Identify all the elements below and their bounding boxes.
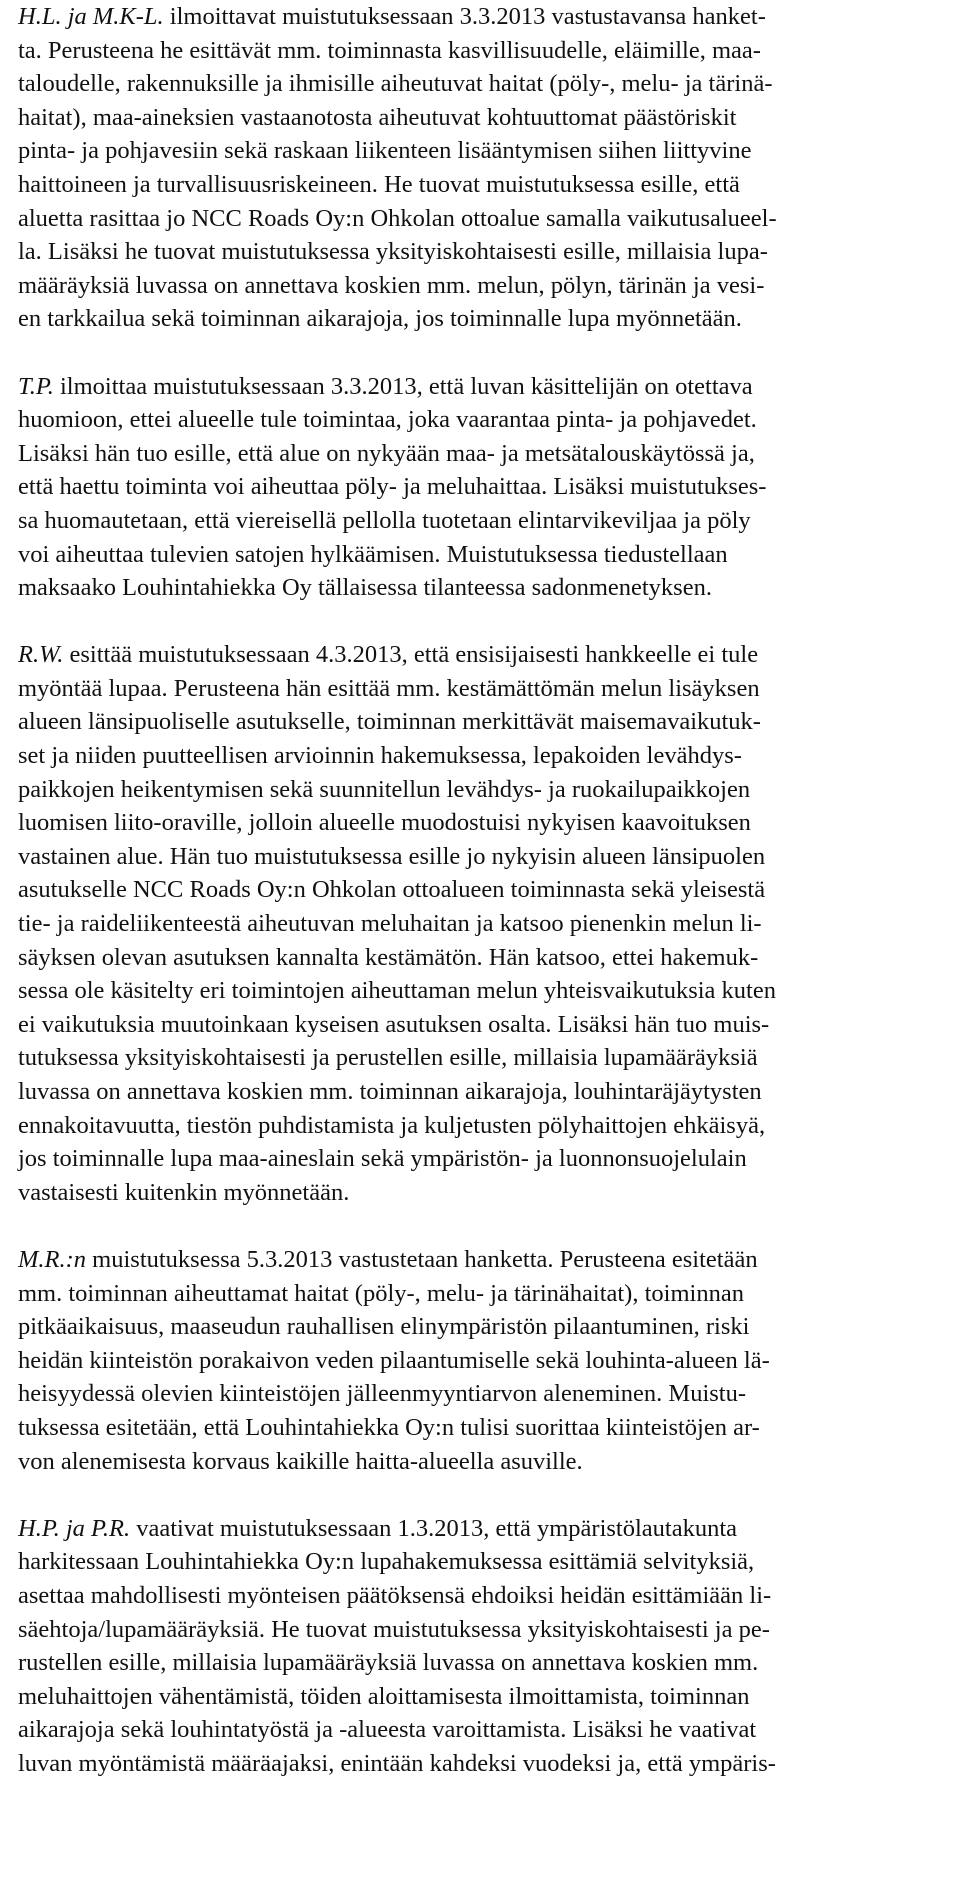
line-text: sessa ole käsitelty eri toimintojen aiheuttaman melun yhteisvaikutuksia kuten [18, 977, 776, 1005]
line-text: vaativat muistutuksessaan 1.3.2013, että ympäristölautakunta [130, 1514, 738, 1542]
paragraph [18, 638, 948, 1209]
text-line [18, 1445, 948, 1479]
text-line [18, 67, 948, 101]
line-text: heisyydessä olevien kiinteistöjen jälleenmyyntiarvon aleneminen. Muistu- [18, 1380, 747, 1408]
text-line [18, 1075, 948, 1109]
line-text: maksaako Louhintahiekka Oy tällaisessa tilanteessa sadonmenetyksen. [18, 574, 712, 602]
line-text: haittoineen ja turvallisuusriskeineen. He tuovat muistutuksessa esille, että [18, 170, 740, 198]
text-line [18, 1579, 948, 1613]
text-line [18, 571, 948, 605]
text-line [18, 134, 948, 168]
text-line [18, 1109, 948, 1143]
line-text: pitkäaikaisuus, maaseudun rauhallisen elinympäristön pilaantuminen, riski [18, 1313, 750, 1341]
line-text: set ja niiden puutteellisen arvioinnin hakemuksessa, lepakoiden levähdys- [18, 742, 742, 770]
paragraph [18, 1512, 948, 1781]
text-line [18, 1613, 948, 1647]
text-line [18, 1747, 948, 1781]
text-line [18, 806, 948, 840]
line-text: luvassa on annettava koskien mm. toiminnan aikarajoja, louhintaräjäytysten [18, 1078, 762, 1105]
line-text: ei vaikutuksia muutoinkaan kyseisen asutuksen osalta. Lisäksi hän tuo muis- [18, 1010, 770, 1038]
line-text: harkitessaan Louhintahiekka Oy:n lupahakemuksessa esittämiä selvityksiä, [18, 1548, 755, 1576]
text-line [18, 403, 948, 437]
text-line [18, 638, 948, 672]
paragraph [18, 1243, 948, 1478]
line-text: rustellen esille, millaisia lupamääräyksiä luvassa on annettava koskien mm. [18, 1649, 759, 1677]
text-line [18, 1176, 948, 1210]
text-line [18, 269, 948, 303]
text-line [18, 1344, 948, 1378]
text-line [18, 941, 948, 975]
line-text: jos toiminnalle lupa maa-aineslain sekä ympäristön- ja luonnonsuojelulain [18, 1145, 747, 1173]
text-line [18, 1646, 948, 1680]
text-line [18, 302, 948, 336]
line-text: luomisen liito-oraville, jolloin alueelle muodostuisi nykyisen kaavoituksen [18, 809, 751, 837]
line-text: säyksen olevan asutuksen kannalta kestämätön. Hän katsoo, ettei hakemuk- [18, 943, 759, 971]
line-text: ennakoitavuutta, tiestön puhdistamista ja kuljetusten pölyhaittojen ehkäisyä, [18, 1111, 766, 1139]
text-line [18, 1680, 948, 1714]
text-line [18, 1008, 948, 1042]
line-text: vastaisesti kuitenkin myönnetään. [18, 1178, 350, 1206]
text-line [18, 1277, 948, 1311]
document-page [18, 0, 948, 1814]
paragraph [18, 0, 948, 336]
line-text: en tarkkailua sekä toiminnan aikarajoja, jos toiminnalle lupa myönnetään. [18, 305, 742, 333]
text-line [18, 0, 948, 34]
text-line [18, 705, 948, 739]
line-text: aluetta rasittaa jo NCC Roads Oy:n Ohkolan ottoalue samalla vaikutusalueel- [18, 204, 777, 232]
line-text: ilmoittaa muistutuksessaan 3.3.2013, että luvan käsittelijän on otettava [53, 372, 753, 400]
text-line [18, 504, 948, 538]
text-line [18, 1377, 948, 1411]
line-text: asettaa mahdollisesti myönteisen päätöksensä ehdoiksi heidän esittämiään li- [18, 1581, 772, 1609]
line-text: säehtoja/lupamääräyksiä. He tuovat muistutuksessa yksityiskohtaisesti ja pe- [18, 1615, 770, 1643]
text-line [18, 34, 948, 68]
person-initials: R.W. [18, 641, 64, 669]
line-text: voi aiheuttaa tulevien satojen hylkäämisen. Muistutuksessa tiedustellaan [18, 540, 728, 568]
text-line [18, 739, 948, 773]
text-line [18, 101, 948, 135]
line-text: asutukselle NCC Roads Oy:n Ohkolan ottoalueen toiminnasta sekä yleisestä [18, 876, 766, 904]
text-line [18, 370, 948, 404]
line-text: paikkojen heikentymisen sekä suunnitellun levähdys- ja ruokailupaikkojen [18, 775, 751, 803]
line-text: vastainen alue. Hän tuo muistutuksessa esille jo nykyisin alueen länsipuolen [18, 842, 766, 870]
person-initials: H.P. ja P.R. [18, 1514, 131, 1542]
paragraph [18, 370, 948, 605]
text-line [18, 672, 948, 706]
text-line [18, 907, 948, 941]
line-text: pinta- ja pohjavesiin sekä raskaan liikenteen lisääntymisen siihen liittyvine [18, 137, 752, 165]
text-line [18, 1041, 948, 1075]
line-text: aikarajoja sekä louhintatyöstä ja -alueesta varoittamista. Lisäksi he vaativat [18, 1716, 757, 1744]
line-text: Lisäksi hän tuo esille, että alue on nykyään maa- ja metsätalouskäytössä ja, [18, 439, 755, 467]
text-line [18, 1243, 948, 1277]
line-text: heidän kiinteistön porakaivon veden pilaantumiselle sekä louhinta-alueen lä- [18, 1346, 770, 1374]
line-text: luvan myöntämistä määräajaksi, enintään kahdeksi vuodeksi ja, että ympäris- [18, 1749, 776, 1777]
line-text: tuksessa esitetään, että Louhintahiekka Oy:n tulisi suorittaa kiinteistöjen ar- [18, 1413, 760, 1441]
line-text: haitat), maa-aineksien vastaanotosta aiheutuvat kohtuuttomat päästöriskit [18, 103, 737, 131]
line-text: esittää muistutuksessaan 4.3.2013, että ensisijaisesti hankkeelle ei tule [63, 641, 759, 669]
text-line [18, 437, 948, 471]
text-line [18, 773, 948, 807]
text-line [18, 974, 948, 1008]
person-initials: M.R.:n [18, 1245, 87, 1273]
line-text: huomioon, ettei alueelle tule toimintaa, joka vaarantaa pinta- ja pohjavedet. [18, 406, 757, 434]
text-line [18, 202, 948, 236]
text-line [18, 873, 948, 907]
line-text: ilmoittavat muistutuksessaan 3.3.2013 vastustavansa hanket- [163, 3, 766, 30]
line-text: muistutuksessa 5.3.2013 vastustetaan hanketta. Perusteena esitetään [86, 1245, 758, 1273]
line-text: von alenemisesta korvaus kaikille haitta-alueella asuville. [18, 1447, 583, 1475]
text-line [18, 1713, 948, 1747]
text-line [18, 1411, 948, 1445]
line-text: sa huomautetaan, että viereisellä pellolla tuotetaan elintarvikeviljaa ja pöly [18, 506, 751, 534]
text-line [18, 1545, 948, 1579]
line-text: alueen länsipuoliselle asutukselle, toiminnan merkittävät maisemavaikutuk- [18, 708, 761, 736]
text-line [18, 235, 948, 269]
text-line [18, 538, 948, 572]
line-text: määräyksiä luvassa on annettava koskien mm. melun, pölyn, tärinän ja vesi- [18, 271, 765, 299]
line-text: meluhaittojen vähentämistä, töiden aloittamisesta ilmoittamista, toiminnan [18, 1682, 750, 1710]
text-line [18, 470, 948, 504]
text-line [18, 840, 948, 874]
line-text: tie- ja raideliikenteestä aiheutuvan meluhaitan ja katsoo pienenkin melun li- [18, 910, 762, 938]
text-line [18, 1310, 948, 1344]
line-text: että haettu toiminta voi aiheuttaa pöly- ja meluhaittaa. Lisäksi muistutukses- [18, 473, 767, 501]
text-line [18, 168, 948, 202]
line-text: taloudelle, rakennuksille ja ihmisille aiheutuvat haitat (pöly-, melu- ja tärinä- [18, 70, 773, 98]
text-line [18, 1142, 948, 1176]
line-text: la. Lisäksi he tuovat muistutuksessa yksityiskohtaisesti esille, millaisia lupa- [18, 238, 768, 266]
line-text: myöntää lupaa. Perusteena hän esittää mm. kestämättömän melun lisäyksen [18, 674, 760, 702]
person-initials: T.P. [18, 372, 54, 400]
person-initials: H.L. ja M.K-L. [18, 3, 164, 30]
line-text: tutuksessa yksityiskohtaisesti ja perustellen esille, millaisia lupamääräyksiä [18, 1044, 758, 1072]
line-text: mm. toiminnan aiheuttamat haitat (pöly-, melu- ja tärinähaitat), toiminnan [18, 1279, 744, 1307]
text-line [18, 1512, 948, 1546]
line-text: ta. Perusteena he esittävät mm. toiminnasta kasvillisuudelle, eläimille, maa- [18, 36, 761, 64]
